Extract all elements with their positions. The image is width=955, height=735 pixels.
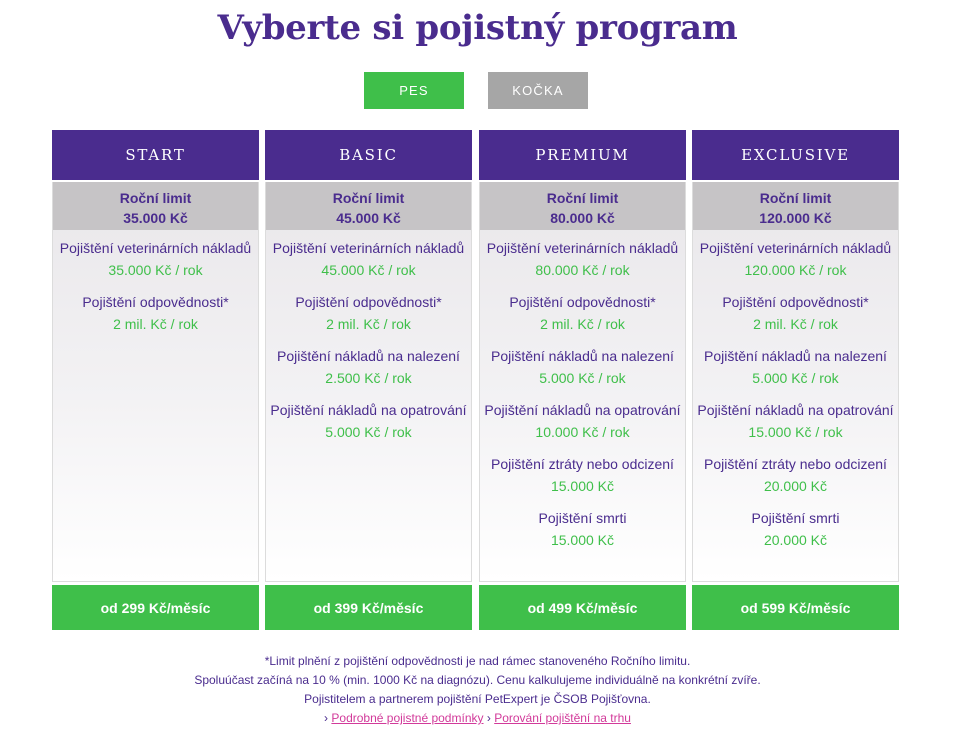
coverage-item [480, 291, 685, 345]
annual-limit-label: Roční limit [332, 190, 405, 206]
coverage-item [693, 399, 898, 453]
terms-link[interactable]: Podrobné pojistné podmínky [331, 711, 484, 725]
coverage-name: Pojištění veterinárních nákladů [699, 240, 892, 256]
plan-card-basic [265, 130, 472, 582]
annual-limit-amount: 45.000 Kč [336, 210, 401, 226]
annual-limit-label: Roční limit [119, 190, 192, 206]
coverage-name: Pojištění veterinárních nákladů [486, 240, 679, 256]
coverage-name: Pojištění nákladů na nalezení [491, 348, 674, 364]
annual-limit [266, 182, 471, 230]
plan-card-exclusive [692, 130, 899, 582]
plan-name: EXCLUSIVE [692, 130, 899, 180]
coverage-value: 10.000 Kč / rok [535, 424, 630, 440]
coverage-item [266, 291, 471, 345]
plan-card-start [52, 130, 259, 582]
plan-name: BASIC [265, 130, 472, 180]
coverage-value: 2 mil. Kč / rok [113, 316, 198, 332]
coverage-item [480, 399, 685, 453]
coverage-name: Pojištění smrti [751, 510, 840, 526]
page-title: Vyberte si pojistný program [217, 8, 738, 48]
plan-body [479, 182, 686, 582]
coverage-value: 120.000 Kč / rok [744, 262, 847, 278]
coverage-value: 2 mil. Kč / rok [326, 316, 411, 332]
coverage-item [480, 237, 685, 291]
plan-body [52, 182, 259, 582]
plan-card-premium [479, 130, 686, 582]
coverage-name: Pojištění nákladů na nalezení [277, 348, 460, 364]
plan-body [265, 182, 472, 582]
coverage-name: Pojištění ztráty nebo odcizení [704, 456, 887, 472]
link-marker: › [324, 711, 329, 725]
plan-name: PREMIUM [479, 130, 686, 180]
coverage-value: 15.000 Kč [550, 532, 615, 548]
annual-limit-amount: 35.000 Kč [123, 210, 188, 226]
annual-limit-label: Roční limit [759, 190, 832, 206]
plan-body [692, 182, 899, 582]
tab-kocka[interactable]: KOČKA [488, 72, 588, 109]
coverage-item [693, 237, 898, 291]
annual-limit-amount: 80.000 Kč [550, 210, 615, 226]
coverage-item [266, 237, 471, 291]
coverage-item [693, 507, 898, 561]
coverage-value: 15.000 Kč [550, 478, 615, 494]
coverage-item [693, 291, 898, 345]
link-marker: › [486, 711, 491, 725]
plan-name: START [52, 130, 259, 180]
annual-limit [693, 182, 898, 230]
coverage-value: 80.000 Kč / rok [535, 262, 630, 278]
coverage-value: 5.000 Kč / rok [325, 424, 412, 440]
annual-limit [480, 182, 685, 230]
coverage-name: Pojištění odpovědnosti* [295, 294, 442, 310]
coverage-item [53, 237, 258, 291]
coverage-value: 2.500 Kč / rok [325, 370, 412, 386]
annual-limit-label: Roční limit [546, 190, 619, 206]
comparison-link[interactable]: Porování pojištění na trhu [494, 711, 631, 725]
coverage-value: 45.000 Kč / rok [321, 262, 416, 278]
coverage-item [480, 345, 685, 399]
coverage-value: 2 mil. Kč / rok [753, 316, 838, 332]
coverage-name: Pojištění nákladů na opatrování [270, 402, 467, 418]
annual-limit [53, 182, 258, 230]
coverage-name: Pojištění smrti [538, 510, 627, 526]
coverage-value: 5.000 Kč / rok [539, 370, 626, 386]
coverage-item [53, 291, 258, 345]
annual-limit-amount: 120.000 Kč [759, 210, 832, 226]
coverage-value: 20.000 Kč [763, 532, 828, 548]
coverage-item [693, 345, 898, 399]
coverage-name: Pojištění odpovědnosti* [509, 294, 656, 310]
coverage-name: Pojištění veterinárních nákladů [59, 240, 252, 256]
price-button-basic[interactable]: od 399 Kč/měsíc [265, 585, 472, 630]
coverage-item [266, 345, 471, 399]
coverage-item [480, 453, 685, 507]
price-button-exclusive[interactable]: od 599 Kč/měsíc [692, 585, 899, 630]
footnote-liability: *Limit plnění z pojištění odpovědnosti je nad rámec stanoveného Ročního limitu. [264, 654, 691, 668]
tab-pes[interactable]: PES [364, 72, 464, 109]
coverage-name: Pojištění odpovědnosti* [82, 294, 229, 310]
coverage-name: Pojištění veterinárních nákladů [272, 240, 465, 256]
coverage-item [480, 507, 685, 561]
coverage-item [266, 399, 471, 453]
coverage-name: Pojištění nákladů na opatrování [484, 402, 681, 418]
footnote-deductible: Spoluúčast začíná na 10 % (min. 1000 Kč na diagnózu). Cenu kalkulujeme individuálně na konkrétní zvíře. [194, 673, 761, 687]
coverage-item [693, 453, 898, 507]
coverage-name: Pojištění ztráty nebo odcizení [491, 456, 674, 472]
footnote-links [0, 709, 955, 727]
coverage-name: Pojištění odpovědnosti* [722, 294, 869, 310]
price-button-start[interactable]: od 299 Kč/měsíc [52, 585, 259, 630]
price-button-premium[interactable]: od 499 Kč/měsíc [479, 585, 686, 630]
coverage-value: 5.000 Kč / rok [752, 370, 839, 386]
coverage-name: Pojištění nákladů na nalezení [704, 348, 887, 364]
coverage-value: 2 mil. Kč / rok [540, 316, 625, 332]
coverage-value: 15.000 Kč / rok [748, 424, 843, 440]
coverage-value: 20.000 Kč [763, 478, 828, 494]
coverage-value: 35.000 Kč / rok [108, 262, 203, 278]
coverage-name: Pojištění nákladů na opatrování [697, 402, 894, 418]
footnote-insurer: Pojistitelem a partnerem pojištění PetExpert je ČSOB Pojišťovna. [304, 692, 651, 706]
